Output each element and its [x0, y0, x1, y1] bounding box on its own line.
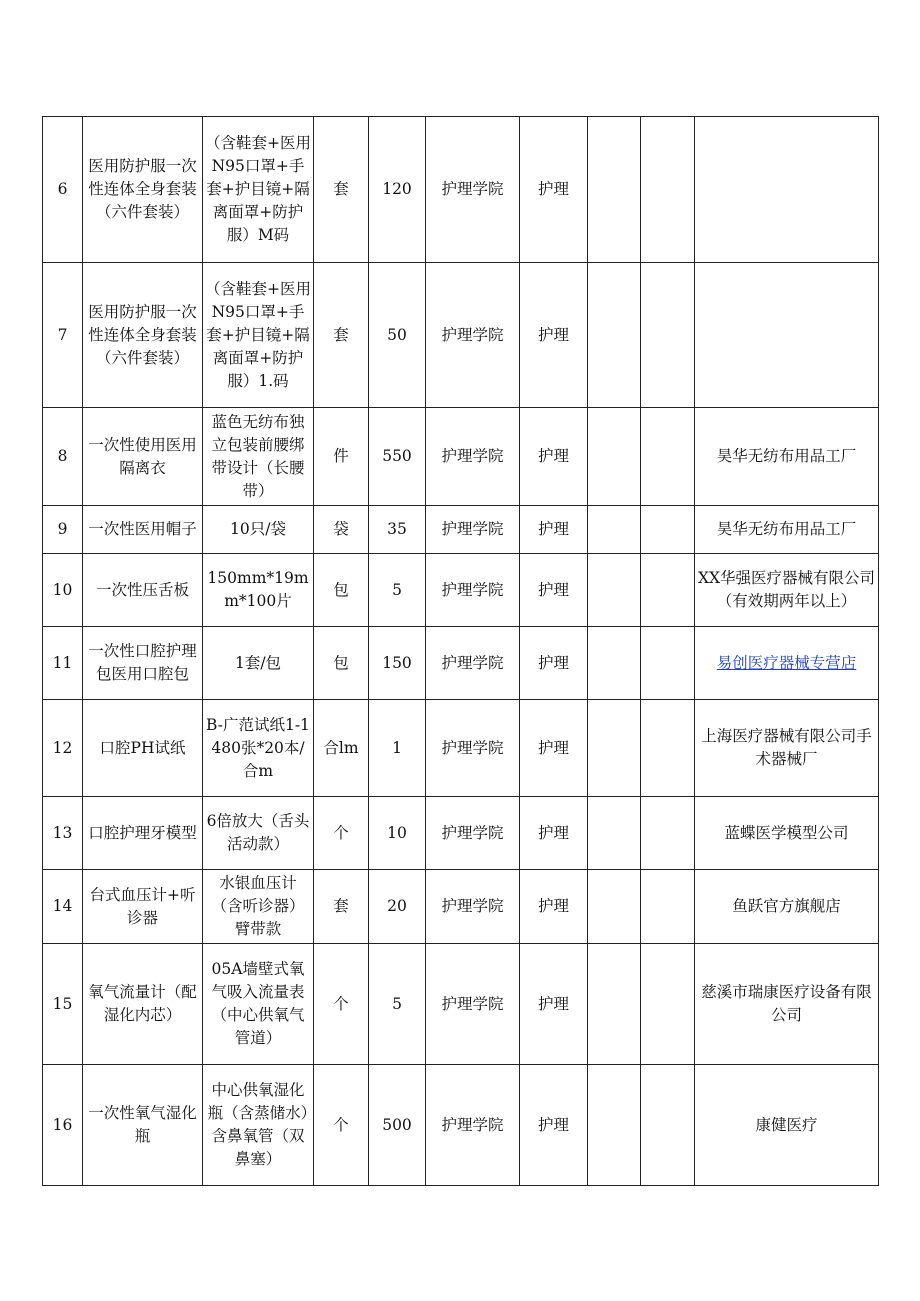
- item-name: 一次性医用帽子: [83, 506, 203, 554]
- item-usage: 护理: [520, 506, 588, 554]
- row-number: 16: [43, 1065, 83, 1186]
- item-unit: 套: [314, 117, 369, 263]
- table-row: [43, 627, 879, 700]
- item-name: 医用防护服一次性连体全身套装（六件套装）: [83, 263, 203, 408]
- item-name: 一次性压舌板: [83, 554, 203, 627]
- empty-cell: [641, 117, 695, 263]
- item-supplier: 鱼跃官方旗舰店: [695, 870, 879, 944]
- empty-cell: [641, 1065, 695, 1186]
- empty-cell: [641, 263, 695, 408]
- item-usage: 护理: [520, 944, 588, 1065]
- item-name: 一次性使用医用隔离衣: [83, 408, 203, 506]
- item-spec: 1套/包: [203, 627, 314, 700]
- item-quantity: 150: [369, 627, 426, 700]
- empty-cell: [641, 506, 695, 554]
- item-supplier: 上海医疗器械有限公司手术器械厂: [695, 700, 879, 797]
- item-usage: 护理: [520, 408, 588, 506]
- item-supplier: 昊华无纺布用品工厂: [695, 408, 879, 506]
- item-usage: 护理: [520, 627, 588, 700]
- item-quantity: 20: [369, 870, 426, 944]
- empty-cell: [588, 627, 641, 700]
- item-unit: 套: [314, 870, 369, 944]
- empty-cell: [588, 554, 641, 627]
- item-quantity: 550: [369, 408, 426, 506]
- item-usage: 护理: [520, 117, 588, 263]
- table-row: [43, 554, 879, 627]
- item-quantity: 35: [369, 506, 426, 554]
- item-quantity: 5: [369, 944, 426, 1065]
- item-name: 口腔护理牙模型: [83, 797, 203, 870]
- item-supplier: XX华强医疗器械有限公司（有效期两年以上）: [695, 554, 879, 627]
- item-spec: 150mm*19mm*100片: [203, 554, 314, 627]
- item-department: 护理学院: [426, 797, 520, 870]
- item-usage: 护理: [520, 554, 588, 627]
- item-unit: 个: [314, 1065, 369, 1186]
- item-spec: B-广范试纸1-1480张*20本/合m: [203, 700, 314, 797]
- empty-cell: [641, 700, 695, 797]
- empty-cell: [588, 506, 641, 554]
- item-spec: 水银血压计（含听诊器）臂带款: [203, 870, 314, 944]
- item-name: 医用防护服一次性连体全身套装（六件套装）: [83, 117, 203, 263]
- item-unit: 合lm: [314, 700, 369, 797]
- item-name: 氧气流量计（配湿化内芯）: [83, 944, 203, 1065]
- item-department: 护理学院: [426, 506, 520, 554]
- table-row: [43, 117, 879, 263]
- empty-cell: [641, 408, 695, 506]
- row-number: 14: [43, 870, 83, 944]
- item-unit: 套: [314, 263, 369, 408]
- row-number: 10: [43, 554, 83, 627]
- row-number: 7: [43, 263, 83, 408]
- item-department: 护理学院: [426, 117, 520, 263]
- item-spec: 6倍放大（舌头活动款）: [203, 797, 314, 870]
- item-supplier-cell: [695, 627, 879, 700]
- empty-cell: [588, 700, 641, 797]
- table-row: [43, 408, 879, 506]
- item-usage: 护理: [520, 1065, 588, 1186]
- table-row: [43, 1065, 879, 1186]
- table-row: [43, 263, 879, 408]
- item-unit: 件: [314, 408, 369, 506]
- item-quantity: 5: [369, 554, 426, 627]
- item-quantity: 50: [369, 263, 426, 408]
- item-department: 护理学院: [426, 944, 520, 1065]
- empty-cell: [641, 870, 695, 944]
- empty-cell: [588, 944, 641, 1065]
- item-spec: （含鞋套+医用N95口罩+手套+护目镜+隔离面罩+防护服）M码: [203, 117, 314, 263]
- empty-cell: [641, 627, 695, 700]
- table-row: [43, 700, 879, 797]
- table-row: [43, 506, 879, 554]
- empty-cell: [641, 944, 695, 1065]
- item-unit: 包: [314, 627, 369, 700]
- item-quantity: 1: [369, 700, 426, 797]
- row-number: 11: [43, 627, 83, 700]
- row-number: 13: [43, 797, 83, 870]
- empty-cell: [588, 797, 641, 870]
- item-quantity: 10: [369, 797, 426, 870]
- supplier-link[interactable]: 易创医疗器械专营店: [716, 653, 857, 672]
- empty-cell: [588, 117, 641, 263]
- item-name: 台式血压计+听诊器: [83, 870, 203, 944]
- empty-cell: [588, 870, 641, 944]
- item-spec: （含鞋套+医用N95口罩+手套+护目镜+隔离面罩+防护服）1.码: [203, 263, 314, 408]
- empty-cell: [588, 263, 641, 408]
- item-supplier: 慈溪市瑞康医疗设备有限公司: [695, 944, 879, 1065]
- item-spec: 10只/袋: [203, 506, 314, 554]
- empty-cell: [588, 408, 641, 506]
- item-supplier: [695, 117, 879, 263]
- table-row: [43, 944, 879, 1065]
- supply-table: [42, 116, 879, 1186]
- item-unit: 包: [314, 554, 369, 627]
- item-supplier: 蓝蝶医学模型公司: [695, 797, 879, 870]
- item-usage: 护理: [520, 797, 588, 870]
- item-quantity: 500: [369, 1065, 426, 1186]
- empty-cell: [588, 1065, 641, 1186]
- item-usage: 护理: [520, 870, 588, 944]
- row-number: 9: [43, 506, 83, 554]
- empty-cell: [641, 797, 695, 870]
- item-department: 护理学院: [426, 554, 520, 627]
- item-unit: 个: [314, 944, 369, 1065]
- item-name: 一次性口腔护理包医用口腔包: [83, 627, 203, 700]
- row-number: 12: [43, 700, 83, 797]
- item-supplier: [695, 263, 879, 408]
- item-spec: 蓝色无纺布独立包装前腰绑带设计（长腰带）: [203, 408, 314, 506]
- item-department: 护理学院: [426, 700, 520, 797]
- table-row: [43, 797, 879, 870]
- item-spec: 05A墙壁式氧气吸入流量表（中心供氧气管道）: [203, 944, 314, 1065]
- item-unit: 袋: [314, 506, 369, 554]
- item-supplier: 康健医疗: [695, 1065, 879, 1186]
- item-usage: 护理: [520, 263, 588, 408]
- table-row: [43, 870, 879, 944]
- row-number: 6: [43, 117, 83, 263]
- item-department: 护理学院: [426, 870, 520, 944]
- item-name: 口腔PH试纸: [83, 700, 203, 797]
- item-name: 一次性氧气湿化瓶: [83, 1065, 203, 1186]
- row-number: 8: [43, 408, 83, 506]
- item-supplier: 昊华无纺布用品工厂: [695, 506, 879, 554]
- row-number: 15: [43, 944, 83, 1065]
- item-unit: 个: [314, 797, 369, 870]
- empty-cell: [641, 554, 695, 627]
- item-department: 护理学院: [426, 263, 520, 408]
- item-quantity: 120: [369, 117, 426, 263]
- item-department: 护理学院: [426, 627, 520, 700]
- item-department: 护理学院: [426, 1065, 520, 1186]
- item-department: 护理学院: [426, 408, 520, 506]
- item-spec: 中心供氧湿化瓶（含蒸储水）含鼻氧管（双鼻塞）: [203, 1065, 314, 1186]
- item-usage: 护理: [520, 700, 588, 797]
